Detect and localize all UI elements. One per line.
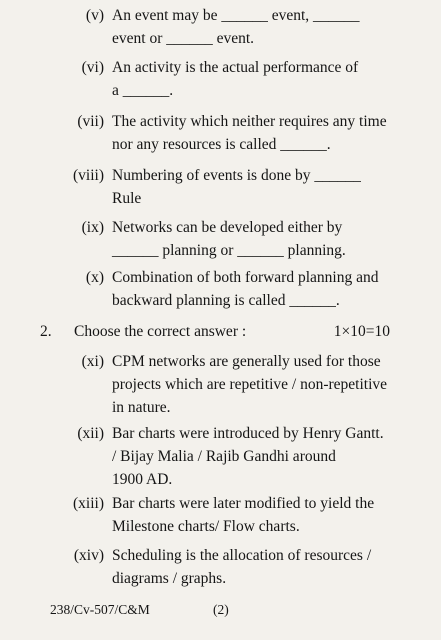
question-number: (vii) xyxy=(77,113,104,130)
question-text: Combination of both forward planning and backward planning is called ______. xyxy=(112,269,379,309)
paper-code: 238/Cv-507/C&M xyxy=(50,602,150,617)
question-number: (v) xyxy=(85,7,104,24)
question-v xyxy=(60,4,410,50)
question-text: Networks can be developed either by ______ planning or ______ planning. xyxy=(112,219,346,259)
question-ix xyxy=(60,216,410,262)
question-text: The activity which neither requires any time nor any resources is called ______. xyxy=(112,113,387,153)
question-number: (xii) xyxy=(77,425,104,442)
question-x xyxy=(60,266,410,312)
question-xi xyxy=(60,350,410,419)
question-text: Numbering of events is done by ______ Rule xyxy=(112,167,361,207)
question-text: Scheduling is the allocation of resources / diagrams / graphs. xyxy=(112,547,372,587)
question-text: An event may be ______ event, ______ event or ______ event. xyxy=(112,7,360,47)
question-number: (xiii) xyxy=(73,495,104,512)
question-viii xyxy=(60,164,410,210)
question-vii xyxy=(60,110,410,156)
section-marks: 1×10=10 xyxy=(333,323,390,340)
question-number: (x) xyxy=(85,269,104,286)
question-xiv xyxy=(60,544,410,590)
page-number: (2) xyxy=(213,602,229,617)
section-title: Choose the correct answer : xyxy=(74,323,247,340)
question-text: CPM networks are generally used for those projects which are repetitive / non-repetitive in nature. xyxy=(112,353,388,416)
question-number: (xiv) xyxy=(73,547,104,564)
question-number: (xi) xyxy=(81,353,104,370)
question-xiii xyxy=(60,492,410,538)
question-xii xyxy=(60,422,410,491)
question-text: An activity is the actual performance of a ______. xyxy=(112,59,359,99)
question-text: Bar charts were introduced by Henry Gantt. / Bijay Malia / Rajib Gandhi around 1900 AD. xyxy=(112,425,384,488)
question-number: (viii) xyxy=(73,167,104,184)
question-vi xyxy=(60,56,410,102)
question-text: Bar charts were later modified to yield the Milestone charts/ Flow charts. xyxy=(112,495,375,535)
question-number: (ix) xyxy=(81,219,104,236)
question-number: (vi) xyxy=(81,59,104,76)
section-number: 2. xyxy=(40,323,52,340)
